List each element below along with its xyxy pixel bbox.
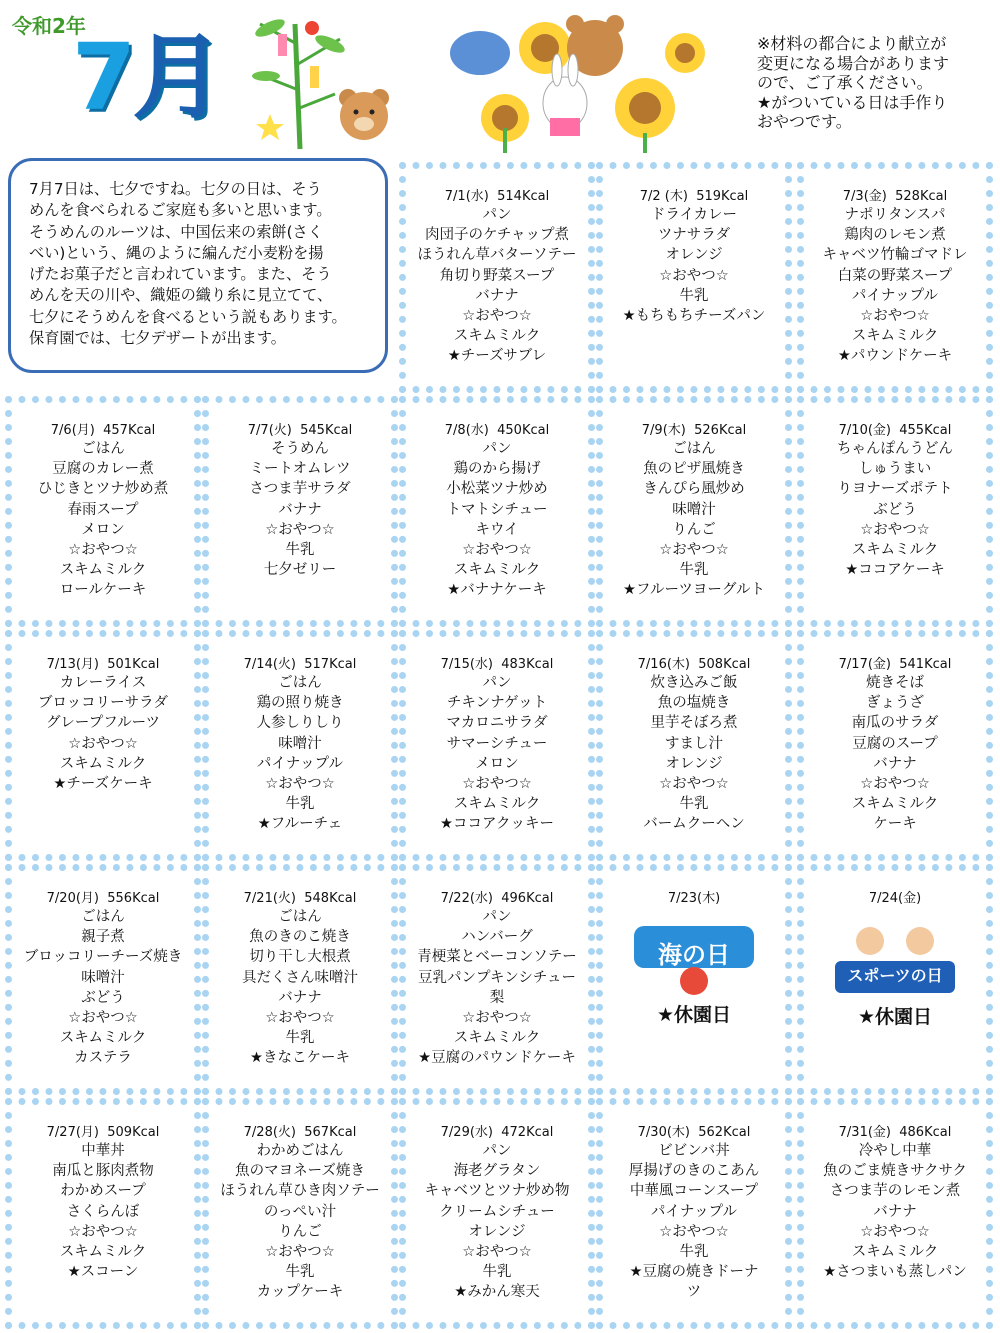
menu-item: ☆おやつ☆ (659, 1223, 729, 1240)
day-kcal: 501Kcal (107, 657, 160, 672)
day-cell (202, 864, 398, 1095)
menu-item: ☆おやつ☆ (659, 267, 729, 284)
menu-item: パン (482, 675, 512, 691)
day-cell (202, 630, 398, 861)
menu-item: ★豆腐のパウンドケーキ (418, 1050, 576, 1067)
menu-item: パン (482, 909, 512, 925)
menu-item: ★フルーチェ (257, 816, 343, 833)
menu-item: ☆おやつ☆ (860, 1223, 930, 1240)
menu-item: さつま芋サラダ (249, 481, 351, 498)
intro-line: めんを食べられるご家庭も多いと思います。 (29, 201, 332, 220)
day-cell (202, 1098, 398, 1329)
day-date: 7/20(月) (46, 891, 99, 906)
menu-item: ★ココアケーキ (845, 562, 945, 579)
menu-item: オレンジ (665, 755, 723, 772)
day-cell (596, 396, 792, 627)
menu-item: 中華丼 (81, 1143, 125, 1159)
day-header (441, 887, 554, 906)
menu-item: 焼きそば (866, 675, 924, 691)
menu-item: 青梗菜とベーコンソテー (417, 949, 577, 966)
menu-item: 魚のごま焼きサクサク (823, 1163, 967, 1180)
intro-line: 7月7日は、七夕ですね。七夕の日は、そう (29, 180, 322, 198)
menu-item: りヨナーズポテト (837, 481, 953, 498)
day-header (445, 419, 549, 438)
menu-item: ★チーズサブレ (447, 348, 547, 365)
day-kcal: 541Kcal (899, 657, 952, 672)
sunflower-animals-icon (445, 8, 715, 153)
day-header (47, 653, 160, 672)
menu-item: カレーライス (59, 675, 147, 691)
menu-item: りんご (278, 1223, 322, 1240)
menu-item: 豆腐のカレー煮 (52, 461, 154, 478)
menu-item: ごはん (81, 441, 125, 457)
menu-item: スキムミルク (851, 542, 939, 559)
day-date: 7/24(金) (868, 891, 922, 906)
menu-item: ☆おやつ☆ (462, 542, 532, 559)
notice-line: おやつです。 (757, 112, 852, 131)
menu-item: そうめん (271, 441, 329, 457)
day-cell (596, 162, 792, 393)
holiday-label: ★休園日 (857, 1006, 933, 1028)
day-kcal: 562Kcal (698, 1125, 751, 1140)
menu-item: 海老グラタン (453, 1163, 541, 1180)
day-header (668, 887, 720, 906)
day-header (642, 419, 746, 438)
day-cell (797, 1098, 993, 1329)
menu-item: スキムミルク (59, 562, 147, 579)
menu-item: スキムミルク (851, 796, 939, 813)
menu-item: 魚のピザ風焼き (643, 461, 745, 478)
day-date: 7/29(水) (440, 1125, 493, 1140)
menu-item: ☆おやつ☆ (265, 521, 335, 538)
bear-icon (330, 82, 400, 152)
menu-item: すまし汁 (665, 735, 723, 752)
holiday-badge-label: 海の日 (658, 941, 730, 969)
day-kcal: 556Kcal (107, 891, 160, 906)
month-title (72, 24, 221, 131)
menu-item: ☆おやつ☆ (265, 1244, 335, 1261)
day-date: 7/8(水) (444, 423, 489, 438)
menu-item: 鶏肉のレモン煮 (844, 227, 946, 244)
day-cell (596, 864, 792, 1095)
day-header (51, 419, 155, 438)
menu-item: グレープフルーツ (45, 715, 161, 732)
menu-item: ロールケーキ (59, 582, 147, 599)
day-header (441, 1121, 554, 1140)
day-cell (797, 162, 993, 393)
menu-item: 春雨スープ (67, 501, 139, 518)
menu-item: ぶどう (873, 501, 917, 518)
day-kcal: 567Kcal (304, 1125, 357, 1140)
notice-line: ★がついている日は手作り (757, 92, 948, 112)
menu-item: 中華風コーンスープ (629, 1183, 759, 1200)
menu-item: トマトシチュー (446, 501, 548, 518)
menu-item: バナナ (278, 501, 322, 518)
menu-item: 牛乳 (285, 1264, 315, 1281)
intro-box (8, 158, 388, 373)
menu-item: ツ (686, 1284, 702, 1301)
menu-item: ★ココアクッキー (439, 816, 555, 833)
day-cell (5, 864, 201, 1095)
day-date: 7/27(月) (46, 1125, 99, 1140)
menu-item: ☆おやつ☆ (462, 308, 532, 325)
day-cell (797, 864, 993, 1095)
menu-item: 豆乳パンプキンシチュー (418, 969, 576, 986)
menu-item: 南瓜と豚肉煮物 (52, 1163, 154, 1180)
menu-item: 味噌汁 (278, 735, 322, 752)
menu-item: 牛乳 (679, 562, 709, 579)
menu-item: クリームシチュー (439, 1203, 555, 1220)
menu-item: 魚のマヨネーズ焼き (235, 1163, 365, 1180)
menu-item: スキムミルク (851, 328, 939, 345)
menu-item: 牛乳 (285, 1030, 315, 1047)
day-header (244, 653, 357, 672)
day-kcal: 517Kcal (304, 657, 357, 672)
menu-item: スキムミルク (453, 796, 541, 813)
menu-item: スキムミルク (453, 562, 541, 579)
menu-item: ひじきとツナ炒め煮 (37, 481, 169, 498)
day-cell (596, 1098, 792, 1329)
day-date: 7/22(水) (440, 891, 493, 906)
day-date: 7/7(火) (247, 423, 292, 438)
menu-item: ほうれん草バターソテー (417, 247, 577, 264)
menu-item: カステラ (74, 1050, 132, 1067)
menu-item: スキムミルク (59, 1030, 147, 1047)
menu-item: 角切り野菜スープ (439, 267, 555, 284)
menu-item: 七夕ゼリー (263, 562, 337, 579)
menu-item: ★チーズケーキ (53, 776, 153, 793)
menu-item: 人参しりしり (256, 715, 344, 732)
menu-item: ドライカレー (650, 207, 738, 223)
day-kcal: 509Kcal (107, 1125, 160, 1140)
intro-line: げたお菓子だと言われています。また、そう (29, 265, 332, 284)
menu-item: ☆おやつ☆ (860, 521, 930, 538)
menu-item: ★きなこケーキ (250, 1050, 350, 1067)
day-kcal: 483Kcal (501, 657, 554, 672)
menu-item: チキンナゲット (446, 695, 548, 712)
menu-item: パン (482, 441, 512, 457)
menu-item: ☆おやつ☆ (265, 776, 335, 793)
menu-item: スキムミルク (59, 1244, 147, 1261)
day-header (244, 1121, 357, 1140)
menu-item: 炊き込みご飯 (650, 675, 738, 691)
day-kcal: 496Kcal (501, 891, 554, 906)
menu-item: 牛乳 (679, 1244, 709, 1261)
menu-item: 切り干し大根煮 (249, 949, 351, 966)
day-date: 7/17(金) (838, 657, 891, 672)
menu-item: ぶどう (81, 989, 125, 1006)
menu-item: ケーキ (873, 816, 917, 833)
menu-item: オレンジ (468, 1223, 526, 1240)
month-number: 7 (72, 24, 133, 131)
era-label: 令和2年 (12, 14, 86, 38)
menu-item: わかめスープ (60, 1183, 146, 1200)
menu-item: パイナップル (851, 287, 939, 304)
menu-item: パン (482, 207, 512, 223)
menu-item: オレンジ (665, 247, 723, 264)
day-cell (797, 630, 993, 861)
menu-item: 厚揚げのきのこあん (628, 1163, 760, 1180)
day-date: 7/16(木) (637, 657, 690, 672)
menu-item: さつま芋のレモン煮 (829, 1183, 961, 1200)
holiday-badge (830, 921, 960, 986)
day-date: 7/2 (木) (639, 189, 688, 204)
menu-item: 鶏の照り焼き (256, 695, 344, 712)
holiday-label: ★休園日 (656, 1004, 732, 1026)
menu-item: ごはん (278, 675, 322, 691)
menu-item: 牛乳 (285, 542, 315, 559)
menu-item: バームクーヘン (643, 816, 745, 833)
day-date: 7/30(木) (637, 1125, 690, 1140)
day-cell (797, 396, 993, 627)
menu-item: 肉団子のケチャップ煮 (425, 227, 569, 244)
intro-line: そうめんのルーツは、中国伝来の索餅(さく (29, 222, 323, 241)
day-kcal: 528Kcal (895, 189, 948, 204)
day-header (638, 653, 751, 672)
menu-item: 小松菜ツナ炒め (446, 481, 548, 498)
day-kcal: 486Kcal (899, 1125, 952, 1140)
day-cell (399, 864, 595, 1095)
menu-item: バナナ (278, 989, 322, 1006)
menu-item: 魚のきのこ焼き (249, 929, 351, 946)
menu-item: マカロニサラダ (446, 715, 548, 732)
day-header (640, 185, 749, 204)
day-cell (399, 630, 595, 861)
day-cell (596, 630, 792, 861)
day-date: 7/28(火) (243, 1125, 296, 1140)
menu-item: ★フルーツヨーグルト (623, 582, 765, 599)
menu-item: パン (482, 1143, 512, 1159)
day-header (248, 419, 352, 438)
day-date: 7/3(金) (842, 189, 887, 204)
menu-item: 牛乳 (285, 796, 315, 813)
menu-item: わかめごはん (256, 1143, 344, 1159)
menu-item: メロン (475, 755, 519, 772)
day-header (839, 1121, 952, 1140)
menu-item: ★パウンドケーキ (837, 348, 953, 365)
menu-item: ★スコーン (67, 1264, 139, 1281)
day-date: 7/1(水) (444, 189, 489, 204)
menu-item: ☆おやつ☆ (860, 776, 930, 793)
day-date: 7/23(木) (667, 891, 721, 906)
day-date: 7/13(月) (46, 657, 99, 672)
day-cell (399, 396, 595, 627)
notice-line: ので、ご了承ください。 (757, 73, 933, 92)
day-header (445, 185, 549, 204)
day-header (47, 887, 160, 906)
day-date: 7/6(月) (50, 423, 95, 438)
menu-item: さくらんぼ (66, 1203, 140, 1220)
menu-item: ★バナナケーキ (447, 582, 547, 599)
notice-line: 変更になる場合があります (757, 53, 950, 73)
menu-item: ビビンバ丼 (658, 1143, 730, 1159)
menu-item: ハンバーグ (461, 929, 533, 946)
menu-item: ★みかん寒天 (454, 1284, 540, 1301)
menu-item: ☆おやつ☆ (68, 1010, 138, 1027)
day-header (638, 1121, 751, 1140)
menu-item: カップケーキ (256, 1284, 344, 1301)
menu-item: 親子煮 (81, 929, 125, 946)
day-cell (202, 396, 398, 627)
menu-item: ごはん (672, 441, 716, 457)
day-header (843, 185, 947, 204)
menu-item: ★もちもちチーズパン (622, 308, 766, 325)
menu-item: ごはん (278, 909, 322, 925)
menu-item: ☆おやつ☆ (860, 308, 930, 325)
menu-item: ★さつまいも蒸しパン (823, 1264, 967, 1281)
menu-item: 魚の塩焼き (657, 695, 731, 712)
menu-item: スキムミルク (453, 1030, 541, 1047)
menu-item: 白菜の野菜スープ (837, 267, 953, 284)
day-kcal: 526Kcal (694, 423, 747, 438)
intro-line: 保育園では、七夕デザートが出ます。 (29, 329, 286, 348)
menu-item: ☆おやつ☆ (68, 542, 138, 559)
menu-item: ほうれん草ひき肉ソテー (220, 1183, 380, 1200)
day-header (869, 887, 921, 906)
menu-item: 豆腐のスープ (852, 735, 938, 752)
menu-item: ブロッコリーサラダ (37, 695, 169, 712)
day-date: 7/9(木) (641, 423, 686, 438)
menu-item: 鶏のから揚げ (453, 461, 541, 478)
menu-item: パイナップル (650, 1203, 738, 1220)
notice-text (757, 34, 992, 132)
menu-item: 牛乳 (679, 287, 709, 304)
day-kcal: 457Kcal (103, 423, 156, 438)
menu-item: ミートオムレツ (249, 461, 351, 478)
holiday-badge (629, 921, 759, 970)
day-kcal: 450Kcal (497, 423, 550, 438)
day-cell (5, 630, 201, 861)
menu-item: 冷やし中華 (858, 1143, 932, 1159)
day-cell (399, 162, 595, 393)
day-cell (399, 1098, 595, 1329)
menu-item: しゅうまい (858, 461, 932, 478)
day-kcal: 508Kcal (698, 657, 751, 672)
menu-item: ちゃんぽんうどん (837, 441, 953, 457)
day-header (47, 1121, 160, 1140)
day-kcal: 545Kcal (300, 423, 353, 438)
menu-item: ブロッコリーチーズ焼き (23, 949, 183, 966)
notice-line: ※材料の都合により献立が (757, 34, 947, 53)
day-kcal: 472Kcal (501, 1125, 554, 1140)
menu-item: キャベツ竹輪ゴマドレ (822, 247, 968, 264)
menu-item: ☆おやつ☆ (462, 1010, 532, 1027)
day-kcal: 514Kcal (497, 189, 550, 204)
menu-item: ☆おやつ☆ (462, 776, 532, 793)
day-cell (5, 396, 201, 627)
menu-item: スキムミルク (851, 1244, 939, 1261)
day-kcal: 548Kcal (304, 891, 357, 906)
menu-item: 牛乳 (679, 796, 709, 813)
day-date: 7/31(金) (838, 1125, 891, 1140)
day-kcal: 519Kcal (696, 189, 749, 204)
month-kanji: 月 (132, 24, 221, 131)
menu-item: ナポリタンスパ (844, 207, 946, 223)
menu-item: 梨 (489, 989, 505, 1006)
day-header (839, 419, 952, 438)
menu-item: スキムミルク (59, 755, 147, 772)
day-kcal: 455Kcal (899, 423, 952, 438)
menu-item: バナナ (475, 287, 519, 304)
menu-item: バナナ (873, 1203, 917, 1220)
day-date: 7/10(金) (838, 423, 891, 438)
intro-line: べい)という、縄のように編んだ小麦粉を揚 (29, 243, 324, 262)
day-header (244, 887, 357, 906)
menu-item: ★豆腐の焼きドーナ (629, 1264, 759, 1281)
menu-item: ☆おやつ☆ (462, 1244, 532, 1261)
intro-line: 七夕にそうめんを食べるという説もあります。 (29, 307, 347, 326)
menu-item: バナナ (873, 755, 917, 772)
menu-item: ☆おやつ☆ (68, 1223, 138, 1240)
menu-item: 味噌汁 (672, 501, 716, 518)
day-date: 7/21(火) (243, 891, 296, 906)
menu-item: 具だくさん味噌汁 (242, 969, 358, 986)
menu-item: サマーシチュー (446, 735, 548, 752)
menu-item: ツナサラダ (657, 227, 731, 244)
menu-item: 南瓜のサラダ (851, 715, 939, 732)
menu-item: パイナップル (256, 755, 344, 772)
menu-item: ☆おやつ☆ (265, 1010, 335, 1027)
intro-line: めんを天の川や、織姫の織り糸に見立てて、 (29, 286, 333, 305)
day-header (839, 653, 952, 672)
menu-item: 牛乳 (482, 1264, 512, 1281)
menu-item: ☆おやつ☆ (659, 776, 729, 793)
menu-item: キャベツとツナ炒め物 (424, 1183, 570, 1200)
menu-item: メロン (81, 521, 125, 538)
day-cell (5, 1098, 201, 1329)
menu-item: ぎょうざ (866, 695, 924, 712)
day-date: 7/14(火) (243, 657, 296, 672)
menu-item: キウイ (475, 521, 519, 538)
menu-item: のっぺい汁 (263, 1203, 337, 1220)
holiday-badge-label: スポーツの日 (847, 966, 943, 985)
menu-item: 里芋そぼろ煮 (650, 715, 738, 732)
menu-item: 味噌汁 (81, 969, 125, 986)
menu-item: ☆おやつ☆ (659, 542, 729, 559)
menu-item: ごはん (81, 909, 125, 925)
menu-item: ☆おやつ☆ (68, 735, 138, 752)
day-date: 7/15(水) (440, 657, 493, 672)
day-header (441, 653, 554, 672)
menu-item: スキムミルク (453, 328, 541, 345)
menu-item: りんご (672, 521, 716, 538)
menu-item: きんぴら風炒め (643, 481, 745, 498)
